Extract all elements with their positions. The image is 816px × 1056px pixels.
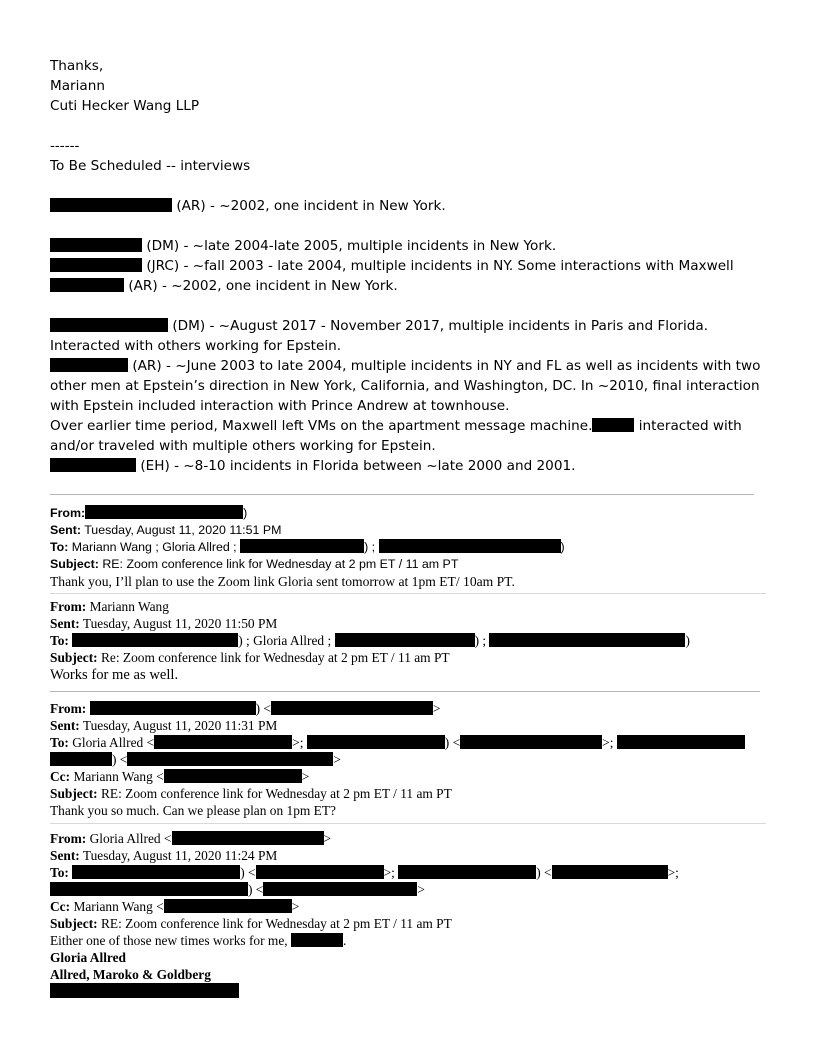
email-sent: Sent: Tuesday, August 11, 2020 11:24 PM [50,848,278,863]
email-3 [50,700,766,819]
email-subject: Subject: RE: Zoom conference link for Wednesday at 2 pm ET / 11 am PT [50,557,459,571]
email-2 [50,598,766,666]
redaction-block [50,258,142,272]
redaction-block [50,198,172,212]
entry-5 [50,316,766,356]
email-subject: Subject: RE: Zoom conference link for Wednesday at 2 pm ET / 11 am PT [50,916,452,931]
entry-text: Over earlier time period, Maxwell left VMs on the apartment message machine. [50,418,593,434]
email-body: Thank you, I’ll plan to use the Zoom link Gloria sent tomorrow at 1pm ET/ 10am PT. [50,574,515,589]
redaction-block [50,318,168,332]
redaction-block [72,865,240,879]
redaction-block [335,633,475,647]
redaction-block [379,539,561,553]
redaction-block [271,701,433,715]
email-from: From: Gloria Allred < > [50,831,332,846]
entry-7 [50,416,766,456]
redaction-block [263,882,417,896]
redaction-block [85,505,243,519]
email-body: Thank you so much. Can we please plan on 1pm ET? [50,803,336,818]
email-subject: Subject: Re: Zoom conference link for Wednesday at 2 pm ET / 11 am PT [50,650,450,665]
email-body: Works for me as well. [50,667,179,683]
email-to-cont: ) < > [50,881,766,898]
redaction-block [50,458,136,472]
signature-firm: Allred, Maroko & Goldberg [50,967,211,982]
redaction-block [617,735,745,749]
redaction-block [154,735,292,749]
redaction-block [50,752,112,766]
redaction-block [489,633,685,647]
email-from: From: ) < > [50,701,441,716]
email-to: To: ) ; Gloria Allred ; ) ; ) [50,633,690,648]
email-to: To: Mariann Wang ; Gloria Allred ; ) ; ) [50,540,565,554]
entry-2 [50,236,766,256]
signature-redacted [50,983,766,1000]
email-to: To: ) < >; ) < >; [50,865,679,880]
schedule-heading: To Be Scheduled -- interviews [50,158,251,174]
email-cc: Cc: Mariann Wang < > [50,899,300,914]
entry-1 [50,196,766,216]
email-cc: Cc: Mariann Wang < > [50,769,310,784]
email-4 [50,830,766,1000]
signature-name: Gloria Allred [50,950,127,965]
redaction-block [307,735,445,749]
document-page [50,56,766,1000]
email-separator [50,691,760,692]
redaction-block [50,983,239,998]
email-1 [50,505,766,573]
redaction-block [552,865,668,879]
entry-text: (EH) - ~8-10 incidents in Florida between ~late 2000 and 2001. [140,458,576,474]
email-sent: Sent: Tuesday, August 11, 2020 11:50 PM [50,616,278,631]
email-to: To: Gloria Allred < >; ) < >; [50,734,766,751]
redaction-block [398,865,536,879]
redaction-block [291,933,343,947]
email-to-cont: ) < > [50,751,766,768]
redaction-block [50,882,248,896]
email-sent: Sent: Tuesday, August 11, 2020 11:31 PM [50,718,278,733]
email-subject: Subject: RE: Zoom conference link for Wednesday at 2 pm ET / 11 am PT [50,786,452,801]
redaction-block [127,752,333,766]
redaction-block [164,899,292,913]
email-separator [50,823,766,824]
redaction-block [50,358,128,372]
email-sent: Sent: Tuesday, August 11, 2020 11:51 PM [50,523,282,537]
entry-text: (JRC) - ~fall 2003 - late 2004, multiple incidents in NY. Some interactions with Maxwell [146,258,734,274]
signoff-firm: Cuti Hecker Wang LLP [50,98,200,114]
entry-8 [50,456,766,476]
redaction-block [172,831,324,845]
signoff-thanks: Thanks, [50,58,104,74]
email-separator [50,593,766,594]
signoff-block [50,56,766,476]
signoff-name: Mariann [50,78,105,94]
entry-text: (DM) - ~late 2004-late 2005, multiple incidents in New York. [146,238,557,254]
entry-4 [50,276,766,296]
text-divider: ------ [50,138,80,154]
entry-3 [50,256,766,276]
entry-text: (AR) - ~2002, one incident in New York. [128,278,398,294]
entry-text: (AR) - ~2002, one incident in New York. [176,198,446,214]
entry-text: (DM) - ~August 2017 - November 2017, multiple incidents in Paris and Florida. Interacted with others working for Epstein. [50,318,709,354]
redaction-block [50,238,142,252]
redaction-block [164,769,302,783]
redaction-block [240,539,364,553]
entry-6 [50,356,766,416]
email-body: Either one of those new times works for me, . [50,933,347,948]
entry-text: interacted with and/or traveled with multiple others working for Epstein. [50,418,742,454]
email-from: From: ) [50,506,248,520]
redaction-block [50,278,124,292]
entry-text: (AR) - ~June 2003 to late 2004, multiple incidents in NY and FL as well as incidents with two other men at Epstein’s direction in New York, California, and Washington, DC. In ~2010, final interaction with Epstein included interaction with Prince Andrew at townhouse. [50,358,761,414]
redaction-block [256,865,384,879]
redaction-block [72,633,238,647]
redaction-block [460,735,602,749]
email-from: From: Mariann Wang [50,599,169,614]
redaction-block [592,418,634,432]
redaction-block [90,701,256,715]
